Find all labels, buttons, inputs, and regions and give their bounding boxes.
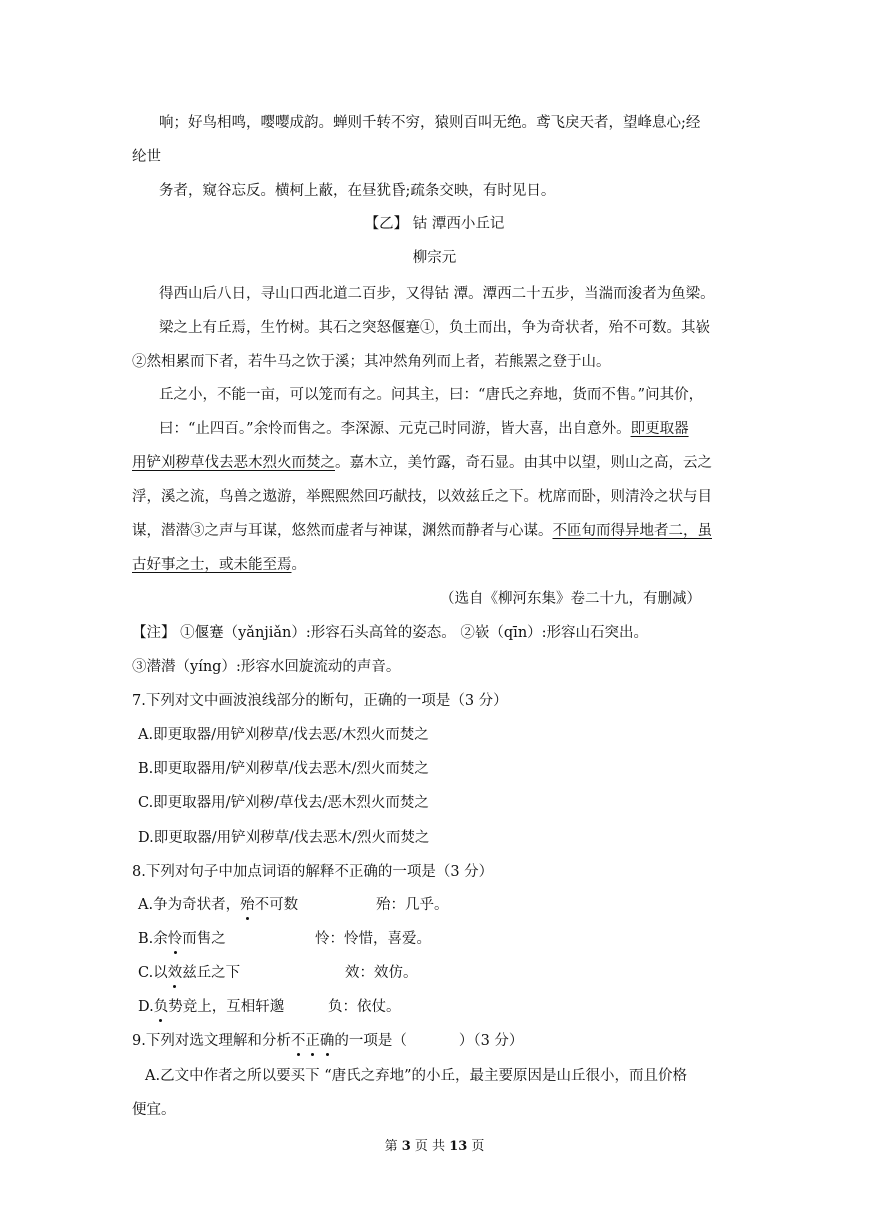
text-line: 纶世: [132, 149, 161, 165]
page-number: 3: [401, 1139, 411, 1154]
text-line: ②然相累而下者，若牛马之饮于溪；其冲然角列而上者，若熊罴之登于山。: [132, 354, 611, 370]
page-total: 13: [449, 1139, 468, 1154]
option-text: A.争为奇状者，: [138, 897, 241, 913]
question-text: 9.下列对选文理解和分析: [132, 1033, 291, 1049]
question-7-option-a: A.即更取器/用铲刈秽草/伐去恶/木烈火而焚之: [138, 727, 429, 743]
text-line: 浮，溪之流，鸟兽之遨游，举熙熙然回巧献技，以效兹丘之下。枕席而卧，则清泠之状与目: [132, 489, 712, 505]
option-text: C.以: [138, 965, 168, 981]
wavy-underlined-text: 即更取器: [630, 421, 689, 437]
question-9-option-a: A.乙文中作者之所以要买下 “唐氏之弃地”的小丘，最主要原因是山丘很小，而且价格: [145, 1068, 688, 1084]
question-7-option-b: B.即更取器用/铲刈秽草/伐去恶木/烈火而焚之: [138, 761, 429, 777]
text-line: 响；好鸟相鸣，嘤嘤成韵。蝉则千转不穷，猿则百叫无绝。鸢飞戾天者，望峰息心;经: [159, 115, 701, 131]
passage-author: 柳宗元: [412, 250, 457, 266]
passage-title: 【乙】 钴 潭西小丘记: [364, 216, 505, 232]
question-7-option-d: D.即更取器/用铲刈秽草/伐去恶木/烈火而焚之: [138, 830, 430, 846]
text-segment: 曰：“止四百。”余怜而售之。李深源、元克己时同游，皆大喜，出自意外。: [159, 421, 631, 437]
question-7: 7.下列对文中画波浪线部分的断句，正确的一项是（3 分）: [132, 693, 508, 709]
text-line: [132, 521, 712, 541]
question-9: [132, 1031, 523, 1051]
underlined-text: 不匝旬而得异地者二，虽: [552, 523, 712, 539]
question-7-option-c: C.即更取器用/铲刈秽/草伐去/恶木烈火而焚之: [138, 795, 429, 811]
text-segment: 谋，潜潜③之声与耳谋，悠然而虚者与神谋，渊然而静者与心谋。: [132, 523, 553, 539]
source-citation: （选自《柳河东集》卷二十九，有删减）: [440, 591, 701, 607]
question-8-gloss-d: 负：依仗。: [328, 999, 401, 1015]
dotted-word: 负: [153, 999, 169, 1015]
dotted-word: 怜: [167, 931, 183, 947]
option-text: 势竞上，互相轩邈: [168, 999, 285, 1015]
text-segment: 。嘉木立，美竹露，奇石显。由其中以望，则山之高，云之: [335, 455, 712, 471]
option-text: B.余: [138, 931, 168, 947]
question-8-gloss-b: 怜：怜惜，喜爱。: [315, 931, 431, 947]
option-text: 而售之: [182, 931, 226, 947]
question-8-gloss-c: 效：效仿。: [345, 965, 418, 981]
text-line: [159, 419, 689, 439]
dotted-word: 殆: [240, 897, 255, 913]
question-text: 的一项是（: [334, 1033, 407, 1049]
dotted-word: 效: [167, 965, 183, 981]
question-8-option-a: [138, 895, 298, 915]
question-8-option-c: [138, 963, 240, 983]
text-line: [132, 555, 306, 575]
question-8-option-d: [138, 997, 284, 1017]
option-text: D.: [138, 999, 154, 1015]
wavy-underlined-text: 用铲刈秽草伐去恶木烈火而焚之: [132, 455, 335, 471]
footer-text: 页: [471, 1139, 485, 1154]
question-8-option-b: [138, 929, 226, 949]
page-footer: [0, 1137, 869, 1157]
text-segment: 。: [291, 557, 306, 573]
text-line: 务者，窥谷忘反。横柯上蔽，在昼犹昏;疏条交映，有时见日。: [159, 183, 556, 199]
annotation-note: ③潜潜（yíng）:形容水回旋流动的声音。: [132, 659, 401, 675]
question-9-option-a-cont: 便宜。: [132, 1102, 176, 1118]
text-line: 得西山后八日，寻山口西北道二百步，又得钴 潭。潭西二十五步，当湍而浚者为鱼梁。: [159, 286, 715, 302]
footer-text: 第: [384, 1139, 398, 1154]
footer-text: 页 共: [414, 1139, 446, 1154]
dotted-word: 正: [305, 1033, 320, 1049]
dotted-word: 不: [290, 1033, 306, 1049]
dotted-word: 确: [319, 1033, 335, 1049]
annotation-note: 【注】 ①偃蹇（yǎnjiǎn）:形容石头高耸的姿态。 ②嵚（qīn）:形容山石突出。: [132, 625, 649, 641]
text-line: 丘之小，不能一亩，可以笼而有之。问其主，曰：“唐氏之弃地，货而不售。”问其价，: [159, 387, 704, 403]
option-text: 兹丘之下: [182, 965, 241, 981]
underlined-text: 古好事之士，或未能至焉: [132, 557, 292, 573]
question-text: ）（3 分）: [458, 1033, 524, 1049]
question-8: 8.下列对句子中加点词语的解释不正确的一项是（3 分）: [132, 864, 494, 880]
text-line: 梁之上有丘焉，生竹树。其石之突怒偃蹇①，负土而出，争为奇状者，殆不可数。其嵚: [159, 320, 710, 336]
question-8-gloss-a: 殆：几乎。: [376, 897, 449, 913]
option-text: 不可数: [254, 897, 299, 913]
text-line: [132, 453, 712, 473]
